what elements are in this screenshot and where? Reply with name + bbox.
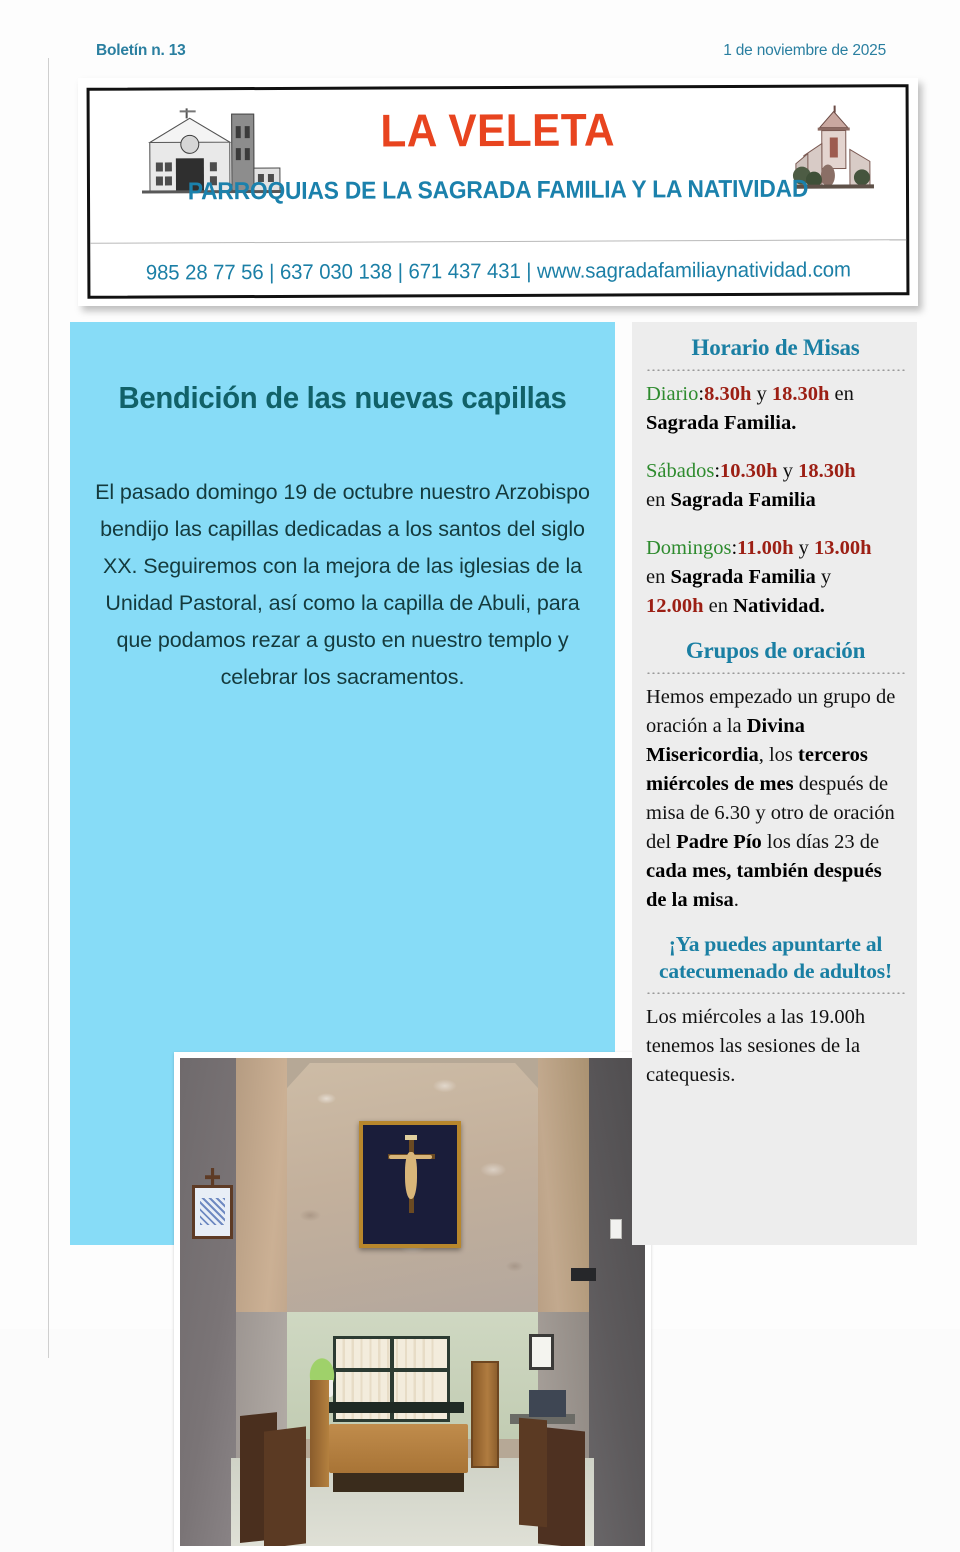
mass-tail: en xyxy=(646,489,671,511)
prayer-groups-heading: Grupos de oración xyxy=(685,638,866,663)
mass-extra-conj: y xyxy=(815,566,832,588)
masthead-frame xyxy=(87,84,910,299)
mass-sep: : xyxy=(714,460,721,482)
article-body: El pasado domingo 19 de octubre nuestro Arzobispo bendijo las capillas dedicadas a los santos del siglo XX. Seguiremos con la mejora de las iglesias de la Unidad Pastoral, así como la capilla de Abuli, para que podamos rezar a gusto en nuestro templo y celebrar los sacramentos. xyxy=(95,480,590,689)
mass-place-2: Natividad. xyxy=(733,595,825,617)
photo-left-wall xyxy=(180,1058,236,1546)
photo-door xyxy=(471,1361,499,1468)
mass-sep: : xyxy=(698,383,705,405)
mass-tail: en xyxy=(646,566,671,588)
photo-bench xyxy=(329,1424,469,1473)
divider xyxy=(646,671,905,674)
chapel-photo-frame xyxy=(174,1052,651,1552)
photo-window-rail xyxy=(329,1402,464,1413)
divider xyxy=(646,368,905,371)
photo-bench-base xyxy=(333,1473,463,1493)
masthead xyxy=(78,78,918,306)
pg-t2: , los xyxy=(758,744,799,766)
prayer-groups-body xyxy=(646,683,905,915)
mass-place: Sagrada Familia xyxy=(670,566,816,588)
pg-b4: cada mes, también después de la misa xyxy=(646,860,882,911)
photo-chair xyxy=(264,1426,306,1546)
mass-tail: en xyxy=(829,383,854,405)
photo-lectern xyxy=(310,1380,329,1487)
mass-conj: y xyxy=(777,460,799,482)
article-heading: Bendición de las nuevas capillas xyxy=(118,381,567,415)
crucifix-painting-icon xyxy=(359,1121,461,1248)
mass-place: Sagrada Familia. xyxy=(646,412,797,434)
pg-t3: después de misa de 6.30 y otro de oración del xyxy=(646,773,895,853)
mass-time-1: 8.30h xyxy=(704,383,752,405)
mass-conj: y xyxy=(793,537,815,559)
mass-line-sunday xyxy=(646,534,905,621)
mass-time-1: 11.00h xyxy=(737,537,794,559)
pg-b2: terceros miércoles de mes xyxy=(646,744,868,795)
pg-t5: . xyxy=(733,889,739,911)
issue-date: 1 de noviembre de 2025 xyxy=(723,42,886,59)
sidebar xyxy=(632,322,917,1245)
mass-line-saturday xyxy=(646,457,905,515)
mass-day-daily: Diario xyxy=(646,383,699,405)
mass-extra-mid: en xyxy=(703,595,734,617)
mass-time-2: 13.00h xyxy=(814,537,872,559)
photo-chair xyxy=(519,1418,547,1528)
pg-t1: Hemos empezado un grupo de oración a la xyxy=(646,686,896,737)
photo-box xyxy=(529,1390,566,1417)
mass-time-2: 18.30h xyxy=(771,383,830,405)
photo-wall-panel xyxy=(571,1268,597,1281)
pg-b3: Padre Pío xyxy=(676,831,762,853)
mass-conj: y xyxy=(751,383,772,405)
catechumenate-body: Los miércoles a las 19.00h tenemos las sesiones de la catequesis. xyxy=(646,1006,866,1086)
mass-day-saturday: Sábados xyxy=(646,460,715,482)
framed-tile-icon xyxy=(192,1185,234,1239)
photo-notice-board xyxy=(529,1334,555,1371)
light-switch-icon xyxy=(610,1219,622,1239)
chapel-interior-photo xyxy=(180,1058,645,1546)
divider xyxy=(646,991,905,994)
bulletin-number: Boletín n. 13 xyxy=(96,42,186,59)
mass-day-sunday: Domingos xyxy=(646,537,732,559)
pg-b1: Divina Misericordia xyxy=(646,715,805,766)
mass-sep: : xyxy=(731,537,738,559)
article-panel xyxy=(70,322,615,1245)
pg-t4: los días 23 de xyxy=(761,831,880,853)
mass-time-2: 18.30h xyxy=(798,460,856,482)
page-margin-guide xyxy=(48,58,49,1358)
mass-schedule-heading: Horario de Misas xyxy=(691,335,860,360)
masthead-contact: 985 28 77 56 | 637 030 138 | 671 437 431 | www.sagradafamiliaynatividad.com xyxy=(145,258,851,285)
mass-time-1: 10.30h xyxy=(720,460,778,482)
mass-place: Sagrada Familia xyxy=(670,489,816,511)
masthead-title: LA VELETA xyxy=(380,103,616,157)
mass-time-3: 12.00h xyxy=(646,595,704,617)
masthead-main xyxy=(90,87,907,241)
masthead-subtitle: PARROQUIAS DE LA SAGRADA FAMILIA Y LA NATIVIDAD xyxy=(187,175,809,206)
page-header xyxy=(96,42,886,68)
catechumenate-heading: ¡Ya puedes apuntarte al catecumenado de adultos! xyxy=(659,932,892,983)
mass-line-daily xyxy=(646,380,905,438)
